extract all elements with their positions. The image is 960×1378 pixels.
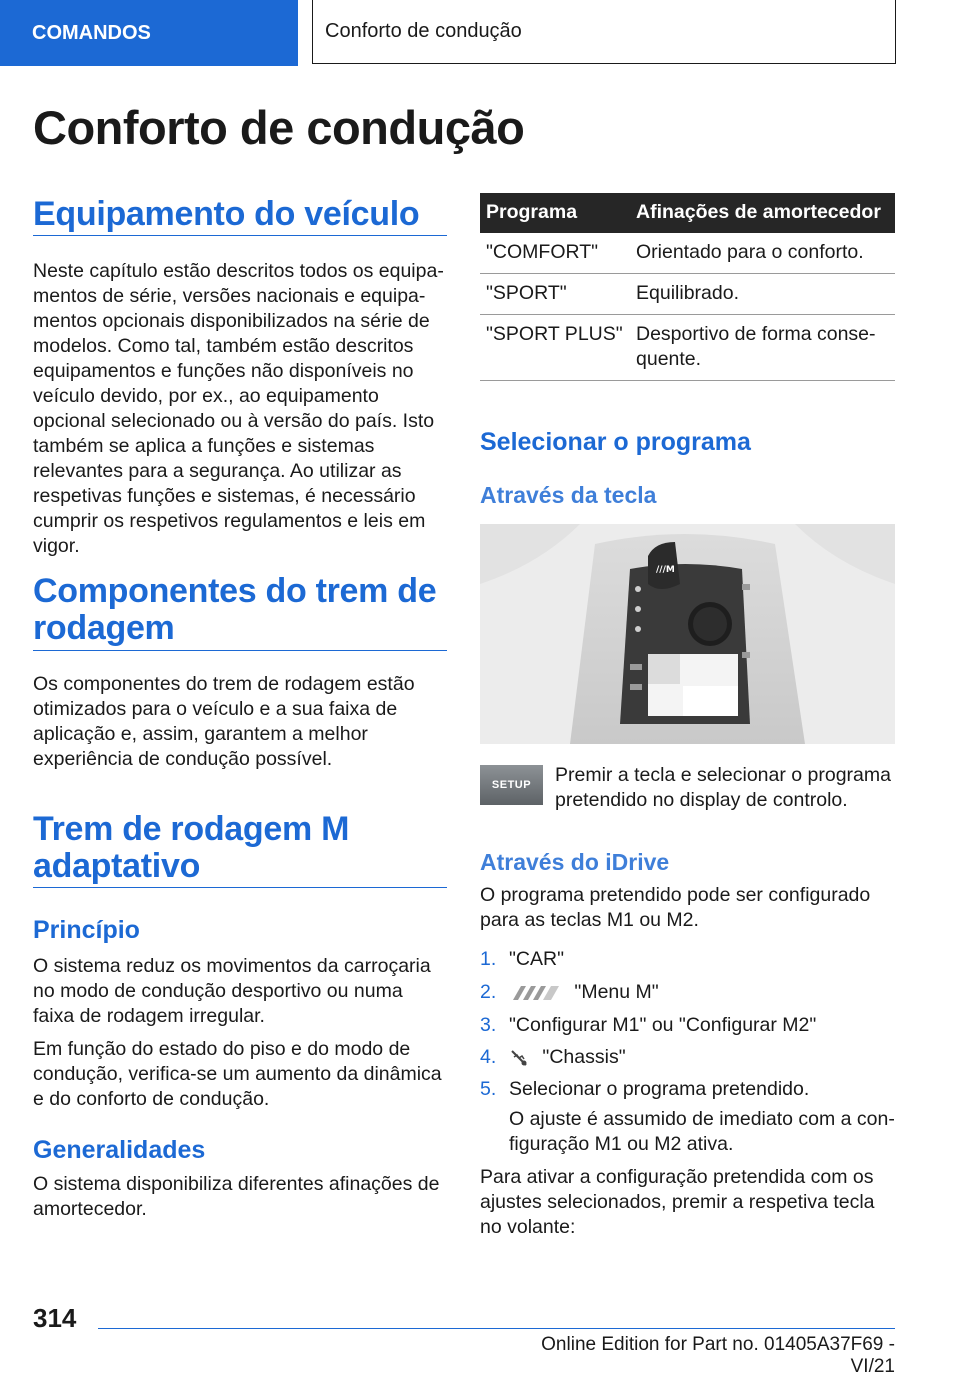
adaptive-chassis-heading: Trem de rodagem M adaptativo bbox=[33, 810, 350, 885]
components-text: Os componentes do trem de rodagem estão otimizados para o veículo e a sua faixa de aplicação e, assim, garantem a melhor experiência de condução possível. bbox=[33, 673, 415, 770]
footer-edition: Online Edition for Part no. 01405A37F69 - VI/21 bbox=[541, 1334, 895, 1377]
step-number: 1. bbox=[480, 948, 497, 970]
final-text: Para ativar a configuração pretendida com os ajustes selecionados, premir a respetiva tecla no volante: bbox=[480, 1166, 875, 1238]
heading-rule bbox=[33, 235, 447, 236]
table-row bbox=[480, 233, 895, 274]
table-cell: Desportivo de forma consequente. bbox=[630, 315, 895, 381]
step-text: "Chassis" bbox=[542, 1046, 626, 1068]
chapter-title: Conforto de condução bbox=[312, 0, 896, 64]
principle-text-1: O sistema reduz os movimentos da carroçaria no modo de condução desportivo ou numa faixa de rodagem irregular. bbox=[33, 955, 431, 1027]
table-cell: "COMFORT" bbox=[480, 233, 630, 274]
setup-button-icon: SETUP bbox=[480, 765, 543, 805]
console-illustration bbox=[480, 524, 895, 744]
table-header-cell: Programa bbox=[480, 193, 630, 233]
step-text-wrapper bbox=[509, 1045, 895, 1070]
m-stripes-icon bbox=[509, 983, 561, 1003]
via-idrive-heading: Através do iDrive bbox=[480, 849, 670, 875]
general-heading: Generalidades bbox=[33, 1136, 206, 1164]
damper-programs-table bbox=[480, 193, 895, 381]
page-title: Conforto de condução bbox=[33, 101, 525, 154]
heading-rule bbox=[33, 887, 447, 888]
components-heading: Componentes do trem de rodagem bbox=[33, 572, 437, 647]
principle-heading: Princípio bbox=[33, 916, 140, 944]
step-number: 4. bbox=[480, 1046, 497, 1068]
table-cell: Orientado para o conforto. bbox=[630, 233, 895, 274]
chassis-icon bbox=[509, 1048, 529, 1068]
setup-text: Premir a tecla e selecionar o programa pretendido no display de controlo. bbox=[555, 764, 891, 811]
table-cell: "SPORT" bbox=[480, 274, 630, 315]
idrive-text: O programa pretendido pode ser configurado para as teclas M1 ou M2. bbox=[480, 884, 871, 931]
heading-rule bbox=[33, 650, 447, 651]
step-text: "CAR" bbox=[509, 948, 565, 970]
table-row bbox=[480, 315, 895, 381]
select-program-heading: Selecionar o programa bbox=[480, 428, 751, 456]
table-cell: Equilibrado. bbox=[630, 274, 895, 315]
step-5-note: O ajuste é assumido de imediato com a configuração M1 ou M2 ativa. bbox=[509, 1108, 895, 1155]
footer-rule bbox=[98, 1328, 895, 1329]
step-text: "Configurar M1" ou "Configurar M2" bbox=[509, 1014, 817, 1036]
page-number: 314 bbox=[33, 1303, 77, 1333]
step-text-wrapper bbox=[509, 980, 895, 1005]
console-photo bbox=[480, 524, 895, 744]
step-number: 2. bbox=[480, 981, 497, 1003]
general-text: O sistema disponibiliza diferentes afinações de amortecedor. bbox=[33, 1173, 440, 1220]
table-cell: "SPORT PLUS" bbox=[480, 315, 630, 381]
step-number: 3. bbox=[480, 1014, 497, 1036]
equipment-heading: Equipamento do veículo bbox=[33, 195, 420, 233]
section-tab: COMANDOS bbox=[0, 0, 298, 66]
step-number: 5. bbox=[480, 1078, 497, 1100]
table-header-row bbox=[480, 193, 895, 233]
svg-text:///M: ///M bbox=[656, 565, 675, 575]
equipment-text: Neste capítulo estão descritos todos os equipamentos de série, versões nacionais e equipamentos opcionais disponibilizados na série de modelos. Como tal, também estão descritos equipamentos e funções não disponíveis no veículo devido, por ex., ao equipamento opcional selecionado ou à versão do país. Isto também se aplica a funções e sistemas relevantes para a segurança. Ao utilizar as respetivas funções e sistemas, é necessário cumprir os respetivos regulamentos e leis em vigor. bbox=[33, 260, 444, 557]
table-row bbox=[480, 274, 895, 315]
step-text: Selecionar o programa pretendido. bbox=[509, 1078, 810, 1100]
via-button-heading: Através da tecla bbox=[480, 482, 657, 508]
principle-text-2: Em função do estado do piso e do modo de condução, verifica-se um aumento da dinâmica e do conforto de condução. bbox=[33, 1038, 442, 1110]
step-text: "Menu M" bbox=[574, 981, 659, 1003]
table-header-cell: Afinações de amortecedor bbox=[630, 193, 895, 233]
